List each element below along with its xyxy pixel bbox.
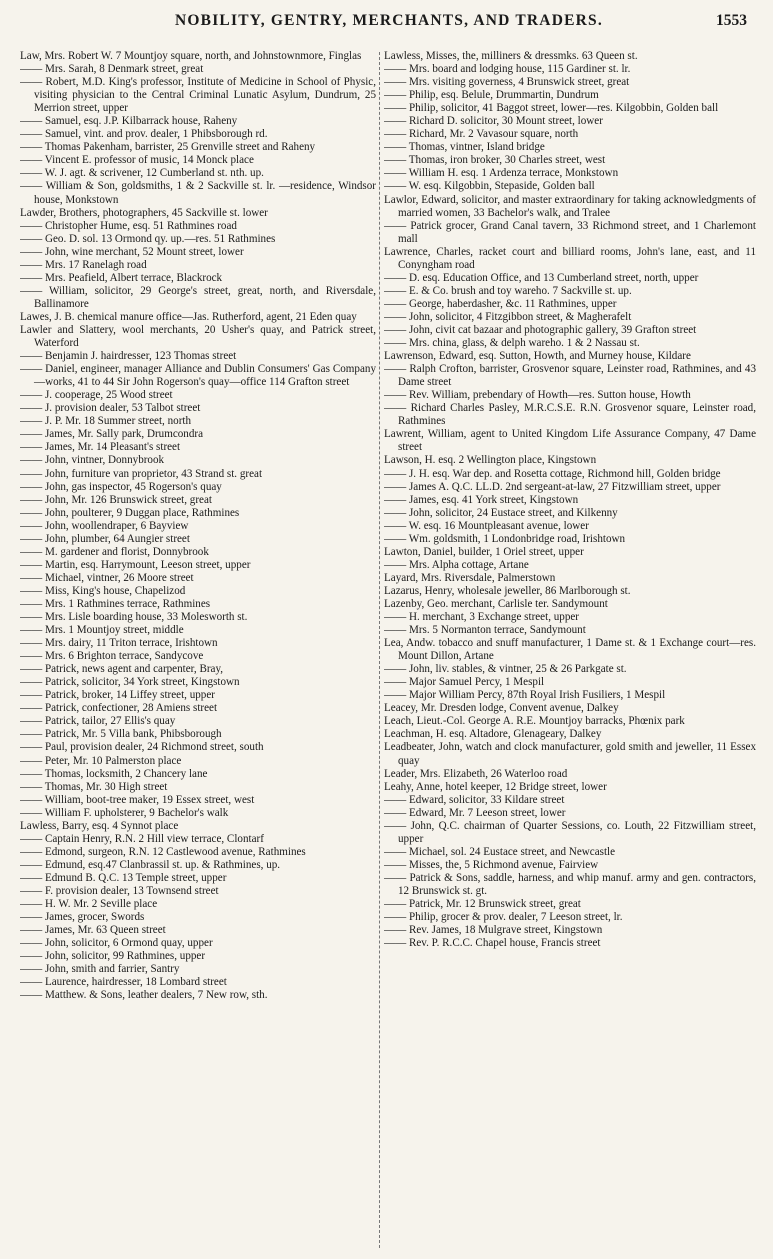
directory-entry: —— Matthew. & Sons, leather dealers, 7 New row, sth. bbox=[20, 989, 268, 1002]
directory-entry: Leachman, H. esq. Altadore, Glenageary, Dalkey bbox=[384, 728, 602, 741]
directory-entry: —— Major William Percy, 87th Royal Irish Fusiliers, 1 Mespil bbox=[384, 689, 666, 702]
directory-entry: —— Rev. James, 18 Mulgrave street, Kingstown bbox=[384, 924, 603, 937]
directory-entry: —— Mrs. 5 Normanton terrace, Sandymount bbox=[384, 624, 586, 637]
left-column bbox=[20, 50, 376, 1250]
directory-entry: —— Edmund, esq.47 Clanbrassil st. up. & Rathmines, up. bbox=[20, 858, 281, 871]
directory-entry: Law, Mrs. Robert W. 7 Mountjoy square, north, and Johnstownmore, Finglas bbox=[20, 50, 362, 62]
directory-entry: —— F. provision dealer, 13 Townsend street bbox=[20, 885, 219, 897]
directory-entry: —— Thomas, Mr. 30 High street bbox=[20, 780, 168, 793]
directory-entry: —— Samuel, vint. and prov. dealer, 1 Phibsborough rd. bbox=[20, 128, 268, 141]
directory-entry: —— H. merchant, 3 Exchange street, upper bbox=[384, 611, 579, 624]
directory-entry: —— Rev. William, prebendary of Howth—res. Sutton house, Howth bbox=[384, 389, 691, 402]
directory-entry: —— Martin, esq. Harrymount, Leeson street, upper bbox=[20, 558, 251, 571]
directory-entry: —— James, Mr. 14 Pleasant's street bbox=[20, 441, 181, 454]
right-column bbox=[384, 50, 756, 1250]
directory-entry: —— Paul, provision dealer, 24 Richmond street, south bbox=[20, 741, 264, 754]
directory-entry: —— Laurence, hairdresser, 18 Lombard street bbox=[20, 976, 227, 989]
directory-entry: —— George, haberdasher, &c. 11 Rathmines, upper bbox=[384, 297, 617, 310]
directory-entry: —— D. esq. Education Office, and 13 Cumberland street, north, upper bbox=[384, 271, 699, 284]
directory-entry: —— W. esq. 16 Mountpleasant avenue, lower bbox=[384, 519, 589, 532]
directory-entry: Lawless, Misses, the, milliners & dressmks. 63 Queen st. bbox=[384, 50, 638, 62]
directory-entry: —— M. gardener and florist, Donnybrook bbox=[20, 545, 209, 558]
directory-entry: —— Mrs. board and lodging house, 115 Gardiner st. lr. bbox=[384, 63, 631, 76]
directory-entry: —— Robert, M.D. King's professor, Institute of Medicine in School of Physic, visiting physician to the Central Criminal Lunatic Asylum, Dundrum, 25 Merrion street, upper bbox=[20, 76, 376, 115]
directory-entry: —— John, furniture van proprietor, 43 Strand st. great bbox=[20, 467, 263, 480]
page-number: 1553 bbox=[716, 12, 747, 29]
directory-entry: —— John, civit cat bazaar and photographic gallery, 39 Grafton street bbox=[384, 323, 697, 336]
directory-entry: —— John, solicitor, 24 Eustace street, and Kilkenny bbox=[384, 506, 618, 519]
directory-entry: —— James, Mr. 63 Queen street bbox=[20, 924, 166, 937]
directory-entry: Lazarus, Henry, wholesale jeweller, 86 Marlborough st. bbox=[384, 584, 631, 597]
directory-entry: —— Mrs. 6 Brighton terrace, Sandycove bbox=[20, 650, 204, 663]
directory-entry: Leacey, Mr. Dresden lodge, Convent avenue, Dalkey bbox=[384, 702, 619, 715]
directory-entry: —— Rev. P. R.C.C. Chapel house, Francis street bbox=[384, 937, 601, 950]
directory-entry: —— J. P. Mr. 18 Summer street, north bbox=[20, 415, 192, 428]
directory-entry: Lawes, J. B. chemical manure office—Jas. Rutherford, agent, 21 Eden quay bbox=[20, 310, 357, 323]
directory-entry: —— Edmund B. Q.C. 13 Temple street, upper bbox=[20, 871, 227, 884]
directory-entry: Lawlor, Edward, solicitor, and master extraordinary for taking acknowledgments of married women, 33 Bachelor's walk, and Tralee bbox=[384, 193, 756, 219]
directory-entry: —— Misses, the, 5 Richmond avenue, Fairview bbox=[384, 858, 599, 871]
directory-entry: —— Captain Henry, R.N. 2 Hill view terrace, Clontarf bbox=[20, 832, 264, 845]
directory-entry: —— Richard Charles Pasley, M.R.C.S.E. R.N. Grosvenor square, Leinster road, Rathmines bbox=[384, 402, 756, 428]
directory-entry: —— Samuel, esq. J.P. Kilbarrack house, Raheny bbox=[20, 115, 238, 128]
directory-entry: —— J. H. esq. War dep. and Rosetta cottage, Richmond hill, Golden bridge bbox=[384, 467, 721, 480]
directory-entry: —— Patrick & Sons, saddle, harness, and whip manuf. army and gen. contractors, 12 Brunswick st. gt. bbox=[384, 871, 756, 897]
directory-entry: —— John, solicitor, 4 Fitzgibbon street, & Magherafelt bbox=[384, 310, 632, 323]
directory-entry: —— Patrick, tailor, 27 Ellis's quay bbox=[20, 715, 176, 728]
page-header bbox=[0, 6, 773, 36]
directory-entry: —— Christopher Hume, esq. 51 Rathmines road bbox=[20, 219, 237, 232]
directory-entry: —— Thomas, locksmith, 2 Chancery lane bbox=[20, 767, 208, 780]
directory-entry: Layard, Mrs. Riversdale, Palmerstown bbox=[384, 571, 556, 584]
directory-entry: —— Philip, grocer & prov. dealer, 7 Leeson street, lr. bbox=[384, 911, 623, 924]
directory-entry: —— John, liv. stables, & vintner, 25 & 26 Parkgate st. bbox=[384, 663, 627, 676]
directory-entry: —— Mrs. Peafield, Albert terrace, Blackrock bbox=[20, 271, 223, 284]
directory-entry: —— Michael, sol. 24 Eustace street, and Newcastle bbox=[384, 845, 616, 858]
directory-entry: —— Edward, solicitor, 33 Kildare street bbox=[384, 793, 565, 806]
directory-entry: —— Mrs. 1 Mountjoy street, middle bbox=[20, 624, 184, 637]
directory-entry: —— John, woollendraper, 6 Bayview bbox=[20, 519, 189, 532]
directory-entry: —— William, boot-tree maker, 19 Essex street, west bbox=[20, 793, 255, 806]
directory-entry: —— Edward, Mr. 7 Leeson street, lower bbox=[384, 806, 566, 819]
directory-entry: —— Major Samuel Percy, 1 Mespil bbox=[384, 676, 545, 689]
directory-entry: —— Philip, solicitor, 41 Baggot street, lower—res. Kilgobbin, Golden ball bbox=[384, 102, 719, 115]
directory-entry: —— W. J. agt. & scrivener, 12 Cumberland st. nth. up. bbox=[20, 167, 264, 180]
directory-entry: —— John, plumber, 64 Aungier street bbox=[20, 532, 190, 545]
column-divider bbox=[379, 52, 380, 1248]
directory-entry: —— Patrick, confectioner, 28 Amiens street bbox=[20, 702, 218, 715]
directory-entry: —— John, solicitor, 99 Rathmines, upper bbox=[20, 950, 206, 963]
directory-entry: Lazenby, Geo. merchant, Carlisle ter. Sandymount bbox=[384, 597, 608, 610]
directory-entry: —— John, smith and farrier, Santry bbox=[20, 963, 180, 976]
directory-entry: —— Vincent E. professor of music, 14 Monck place bbox=[20, 154, 254, 167]
directory-entry: —— Mrs. Lisle boarding house, 33 Molesworth st. bbox=[20, 611, 248, 624]
directory-entry: —— Richard D. solicitor, 30 Mount street, lower bbox=[384, 115, 603, 128]
directory-entry: —— J. cooperage, 25 Wood street bbox=[20, 389, 173, 402]
directory-entry: —— William, solicitor, 29 George's street, great, north, and Riversdale, Ballinamore bbox=[20, 284, 376, 310]
directory-entry: —— John, poulterer, 9 Duggan place, Rathmines bbox=[20, 506, 240, 519]
directory-entry: —— Patrick grocer, Grand Canal tavern, 33 Richmond street, and 1 Charlemont mall bbox=[384, 219, 756, 245]
running-title: NOBILITY, GENTRY, MERCHANTS, AND TRADERS. bbox=[175, 12, 603, 29]
directory-entry: —— Mrs. Sarah, 8 Denmark street, great bbox=[20, 63, 204, 76]
directory-entry: —— Mrs. dairy, 11 Triton terrace, Irishtown bbox=[20, 637, 218, 650]
directory-entry: —— John, Mr. 126 Brunswick street, great bbox=[20, 493, 212, 506]
directory-entry: —— Daniel, engineer, manager Alliance and Dublin Consumers' Gas Company—works, 41 to 44 Sir John Rogerson's quay—office 114 Grafton street bbox=[20, 363, 376, 389]
directory-entry: —— Richard, Mr. 2 Vavasour square, north bbox=[384, 128, 579, 141]
directory-entry: —— J. provision dealer, 53 Talbot street bbox=[20, 402, 201, 415]
directory-entry: —— Philip, esq. Belule, Drummartin, Dundrum bbox=[384, 89, 599, 102]
directory-entry: —— E. & Co. brush and toy wareho. 7 Sackville st. up. bbox=[384, 284, 632, 297]
directory-entry: —— Mrs. visiting governess, 4 Brunswick street, great bbox=[384, 76, 630, 89]
directory-entry: Leader, Mrs. Elizabeth, 26 Waterloo road bbox=[384, 767, 568, 780]
directory-entry: —— John, wine merchant, 52 Mount street, lower bbox=[20, 245, 244, 258]
directory-entry: —— Mrs. 1 Rathmines terrace, Rathmines bbox=[20, 597, 211, 610]
directory-entry: Lawrenson, Edward, esq. Sutton, Howth, and Murney house, Kildare bbox=[384, 350, 691, 363]
directory-entry: Lawrent, William, agent to United Kingdom Life Assurance Company, 47 Dame street bbox=[384, 428, 756, 454]
directory-entry: Leach, Lieut.-Col. George A. R.E. Mountjoy barracks, Phœnix park bbox=[384, 715, 685, 728]
directory-entry: —— Wm. goldsmith, 1 Londonbridge road, Irishtown bbox=[384, 532, 626, 545]
directory-entry: —— Miss, King's house, Chapelizod bbox=[20, 584, 186, 597]
directory-entry: Leahy, Anne, hotel keeper, 12 Bridge street, lower bbox=[384, 780, 607, 793]
directory-entry: —— Mrs. china, glass, & delph wareho. 1 & 2 Nassau st. bbox=[384, 337, 640, 350]
directory-entry: Leadbeater, John, watch and clock manufacturer, gold smith and jeweller, 11 Essex quay bbox=[384, 741, 756, 767]
directory-entry: —— John, Q.C. chairman of Quarter Sessions, co. Louth, 22 Fitzwilliam street, upper bbox=[384, 819, 756, 845]
directory-entry: —— Edmond, surgeon, R.N. 12 Castlewood avenue, Rathmines bbox=[20, 845, 306, 858]
directory-entry: Lea, Andw. tobacco and snuff manufacturer, 1 Dame st. & 1 Exchange court—res. Mount Dillon, Artane bbox=[384, 637, 756, 663]
directory-entry: —— H. W. Mr. 2 Seville place bbox=[20, 898, 158, 911]
directory-entry: Lawson, H. esq. 2 Wellington place, Kingstown bbox=[384, 454, 597, 467]
directory-entry: —— James, Mr. Sally park, Drumcondra bbox=[20, 428, 204, 441]
directory-entry: —— Patrick, Mr. 5 Villa bank, Phibsborough bbox=[20, 728, 222, 741]
directory-entry: —— James, esq. 41 York street, Kingstown bbox=[384, 493, 579, 506]
directory-entry: Lawler and Slattery, wool merchants, 20 Usher's quay, and Patrick street, Waterford bbox=[20, 323, 376, 350]
directory-entry: —— Thomas Pakenham, barrister, 25 Grenville street and Raheny bbox=[20, 141, 316, 154]
directory-entry: —— Patrick, broker, 14 Liffey street, upper bbox=[20, 689, 215, 702]
directory-entry: —— Thomas, iron broker, 30 Charles street, west bbox=[384, 154, 606, 167]
directory-entry: —— Benjamin J. hairdresser, 123 Thomas street bbox=[20, 350, 237, 363]
directory-entry: —— Patrick, news agent and carpenter, Bray, bbox=[20, 663, 224, 676]
directory-entry: —— John, solicitor, 6 Ormond quay, upper bbox=[20, 937, 213, 950]
directory-entry: —— John, gas inspector, 45 Rogerson's quay bbox=[20, 480, 222, 493]
directory-entry: Lawrence, Charles, racket court and billiard rooms, John's lane, east, and 11 Conyngham road bbox=[384, 245, 756, 271]
directory-entry: —— Thomas, vintner, Island bridge bbox=[384, 141, 545, 154]
directory-entry: —— William H. esq. 1 Ardenza terrace, Monkstown bbox=[384, 167, 619, 180]
directory-entry: —— Geo. D. sol. 13 Ormond qy. up.—res. 51 Rathmines bbox=[20, 232, 276, 245]
directory-entry: —— Michael, vintner, 26 Moore street bbox=[20, 571, 194, 584]
directory-entry: —— Mrs. 17 Ranelagh road bbox=[20, 258, 147, 271]
directory-entry: —— Ralph Crofton, barrister, Grosvenor square, Leinster road, Rathmines, and 43 Dame street bbox=[384, 363, 756, 389]
directory-entry: Lawless, Barry, esq. 4 Synnot place bbox=[20, 819, 179, 832]
directory-entry: —— Patrick, Mr. 12 Brunswick street, great bbox=[384, 898, 581, 911]
directory-entry: —— Mrs. Alpha cottage, Artane bbox=[384, 558, 529, 571]
directory-entry: —— W. esq. Kilgobbin, Stepaside, Golden ball bbox=[384, 180, 595, 193]
directory-entry: —— William & Son, goldsmiths, 1 & 2 Sackville st. lr. —residence, Windsor house, Monkstown bbox=[20, 180, 376, 206]
directory-entry: —— John, vintner, Donnybrook bbox=[20, 454, 165, 467]
directory-entry: Lawder, Brothers, photographers, 45 Sackville st. lower bbox=[20, 206, 268, 219]
directory-entry: —— Peter, Mr. 10 Palmerston place bbox=[20, 754, 182, 767]
directory-entry: Lawton, Daniel, builder, 1 Oriel street, upper bbox=[384, 545, 584, 558]
directory-entry: —— William F. upholsterer, 9 Bachelor's walk bbox=[20, 806, 229, 819]
directory-entry: —— James, grocer, Swords bbox=[20, 911, 145, 924]
directory-entry: —— James A. Q.C. LL.D. 2nd sergeant-at-law, 27 Fitzwilliam street, upper bbox=[384, 480, 721, 493]
directory-entry: —— Patrick, solicitor, 34 York street, Kingstown bbox=[20, 676, 240, 689]
